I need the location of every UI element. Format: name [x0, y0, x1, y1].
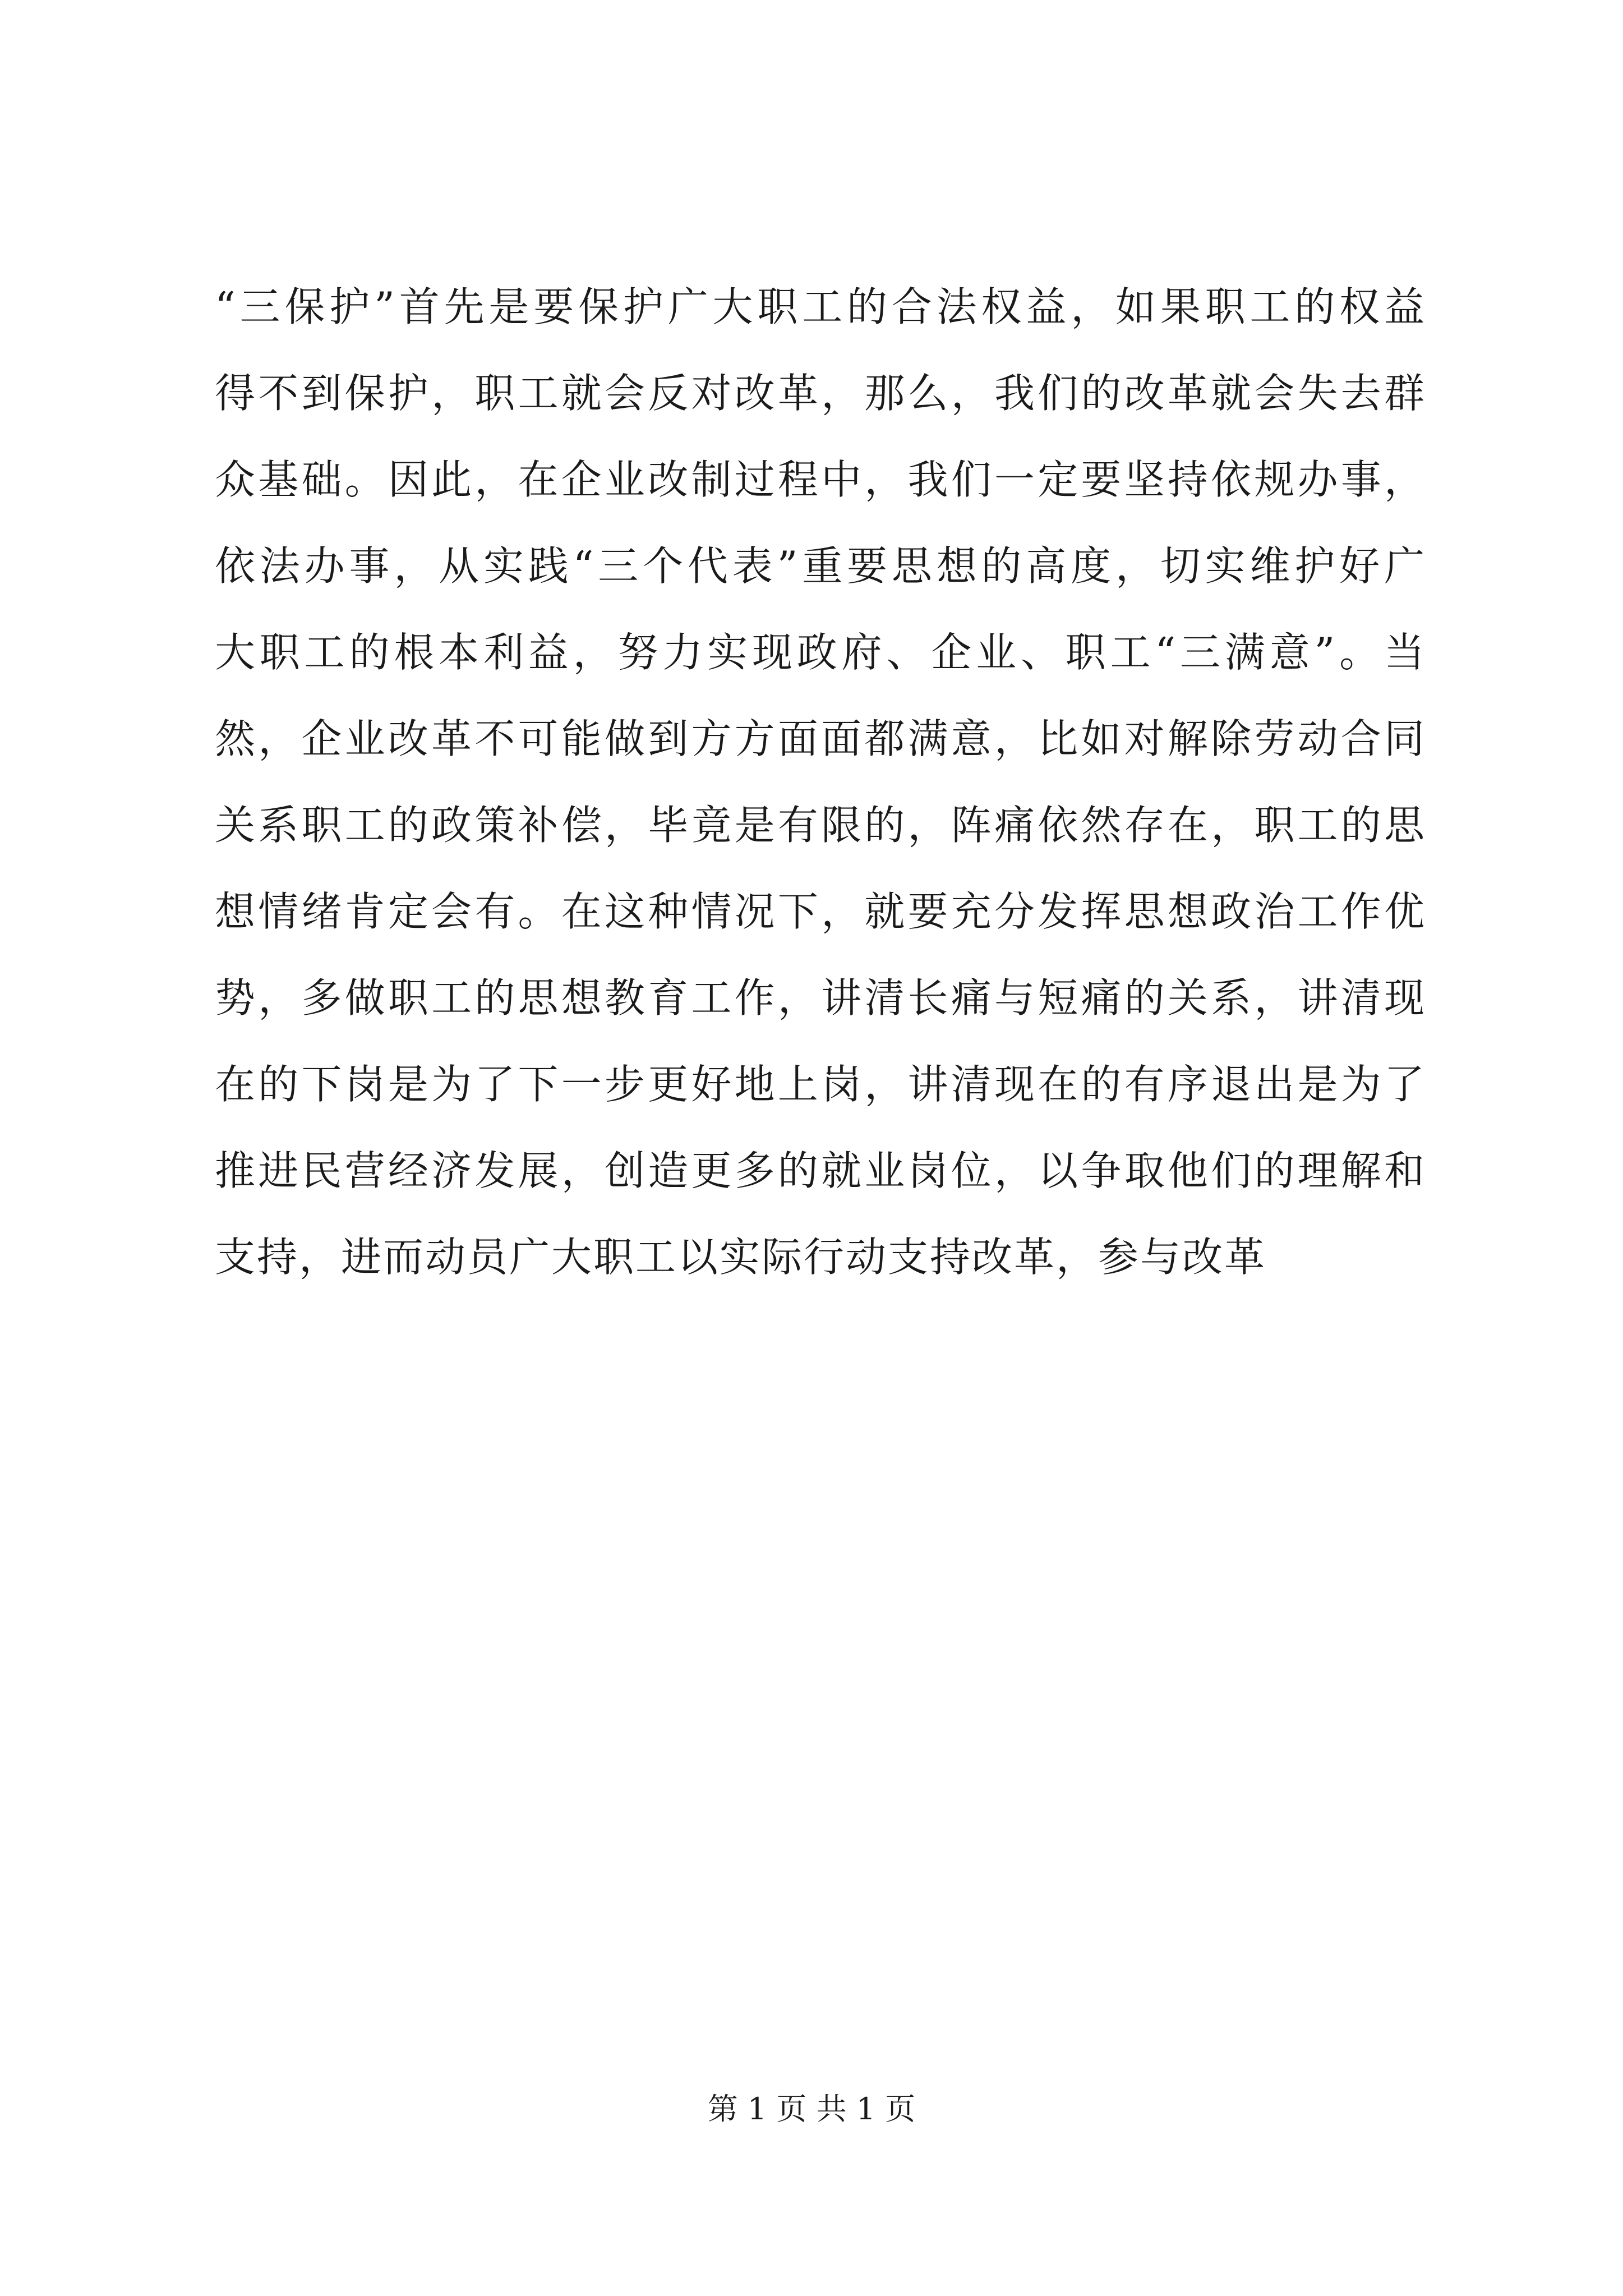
text-line: 依法办事，从实践“三个代表”重要思想的高度，切实维护好广	[215, 542, 1426, 590]
text-line: 想情绪肯定会有。在这种情况下，就要充分发挥思想政治工作优	[215, 888, 1426, 935]
text-line: 推进民营经济发展，创造更多的就业岗位，以争取他们的理解和	[215, 1147, 1426, 1194]
text-line: 众基础。因此，在企业改制过程中，我们一定要坚持依规办事，	[215, 456, 1426, 503]
page-number-indicator: 第 1 页 共 1 页	[707, 2091, 916, 2127]
page-footer	[0, 2087, 1623, 2132]
text-line: “三保护”首先是要保护广大职工的合法权益，如果职工的权益	[215, 283, 1426, 330]
text-line: 得不到保护，职工就会反对改革，那么，我们的改革就会失去群	[215, 370, 1426, 417]
text-line: 然，企业改革不可能做到方方面面都满意，比如对解除劳动合同	[215, 715, 1426, 762]
body-paragraph	[215, 264, 1426, 1300]
text-line: 势，多做职工的思想教育工作，讲清长痛与短痛的关系，讲清现	[215, 974, 1426, 1022]
text-line: 在的下岗是为了下一步更好地上岗，讲清现在的有序退出是为了	[215, 1061, 1426, 1108]
text-line: 支持，进而动员广大职工以实际行动支持改革，参与改革	[215, 1234, 1267, 1281]
text-line: 关系职工的政策补偿，毕竟是有限的，阵痛依然存在，职工的思	[215, 802, 1426, 849]
text-line: 大职工的根本利益，努力实现政府、企业、职工“三满意”。当	[215, 629, 1426, 676]
